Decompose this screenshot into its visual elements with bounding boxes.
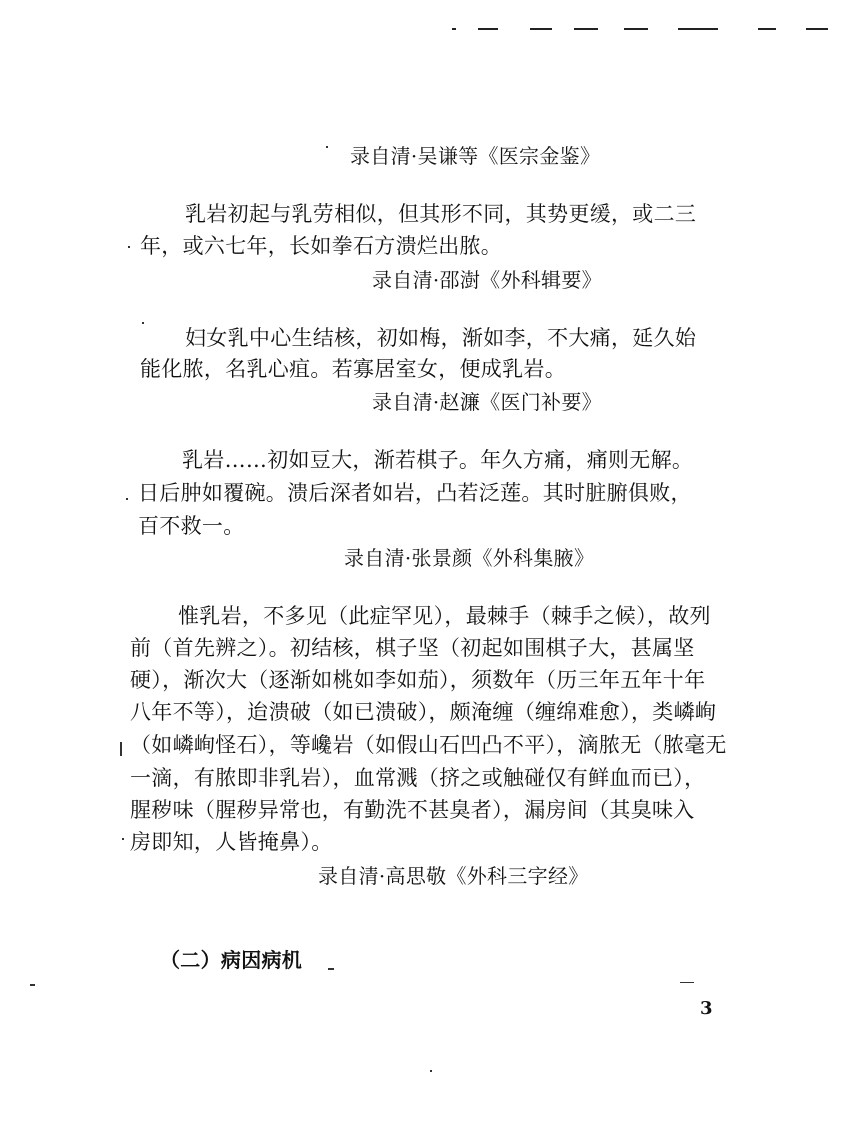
quote-line: 前（首先辨之）。初结核，棋子坚（初起如围棋子大，甚属坚 — [130, 636, 695, 660]
quote-line: 惟乳岩，不多见（此症罕见），最棘手（棘手之候），故列 — [178, 604, 711, 628]
scan-speck — [680, 982, 694, 983]
quote-line: 腥秽味（腥秽异常也，有勤洗不甚臭者），漏房间（其臭味入 — [130, 798, 695, 822]
rule-dash — [574, 28, 598, 30]
source-line: 录自清·赵濂《医门补要》 — [372, 390, 602, 414]
source-line: 录自清·高思敬《外科三字经》 — [318, 864, 589, 888]
scan-speck — [128, 246, 130, 248]
quote-line: 日后肿如覆碗。溃后深者如岩，凸若泛莲。其时脏腑俱败， — [138, 481, 692, 505]
rule-dash — [806, 28, 828, 30]
quote-line: 能化脓，名乳心疽。若寡居室女，便成乳岩。 — [140, 357, 566, 381]
quote-line: 房即知，人皆掩鼻）。 — [130, 830, 333, 854]
source-line: 录自清·张景颜《外科集腋》 — [344, 546, 595, 570]
quote-line: 一滴，有脓即非乳岩），血常溅（挤之或触碰仅有鲜血而已）， — [130, 766, 706, 790]
scan-speck — [30, 984, 35, 986]
source-line: 录自清·邵澍《外科辑要》 — [372, 268, 602, 292]
quote-line: 乳岩……初如豆大，渐若棋子。年久方痛，痛则无解。 — [182, 448, 694, 472]
rule-dash — [624, 28, 648, 30]
section-heading: （二）病因病机 — [160, 948, 303, 972]
rule-dash — [758, 28, 776, 30]
page-number: 3 — [700, 998, 713, 1019]
source-line: 录自清·吴谦等《医宗金鉴》 — [350, 144, 601, 168]
scan-speck — [122, 838, 124, 840]
rule-dash — [678, 28, 718, 30]
quote-line: 硬），渐次大（逐渐如桃如李如茄），须数年（历三年五年十年 — [130, 668, 706, 692]
rule-dash — [452, 28, 456, 30]
scan-speck — [142, 322, 144, 324]
quote-line: 八年不等），迨溃破（如已溃破），颇淹缠（缠绵难愈），类嶙峋 — [130, 700, 717, 724]
scan-speck — [120, 742, 122, 756]
scan-speck — [430, 1070, 432, 1072]
scan-speck — [126, 498, 128, 500]
quote-line: 妇女乳中心生结核，初如梅，渐如李，不大痛，延久始 — [185, 326, 697, 350]
rule-dash — [530, 28, 552, 30]
quote-line: 年，或六七年，长如拳石方溃烂出脓。 — [140, 234, 503, 258]
quote-line: 百不救一。 — [138, 514, 245, 538]
quote-line: （如嶙峋怪石），等巉岩（如假山石凹凸不平），滴脓无（脓毫无 — [130, 733, 727, 757]
scan-speck — [328, 968, 334, 970]
scan-speck — [326, 146, 328, 148]
quote-line: 乳岩初起与乳劳相似，但其形不同，其势更缓，或二三 — [185, 202, 697, 226]
rule-dash — [478, 28, 498, 30]
